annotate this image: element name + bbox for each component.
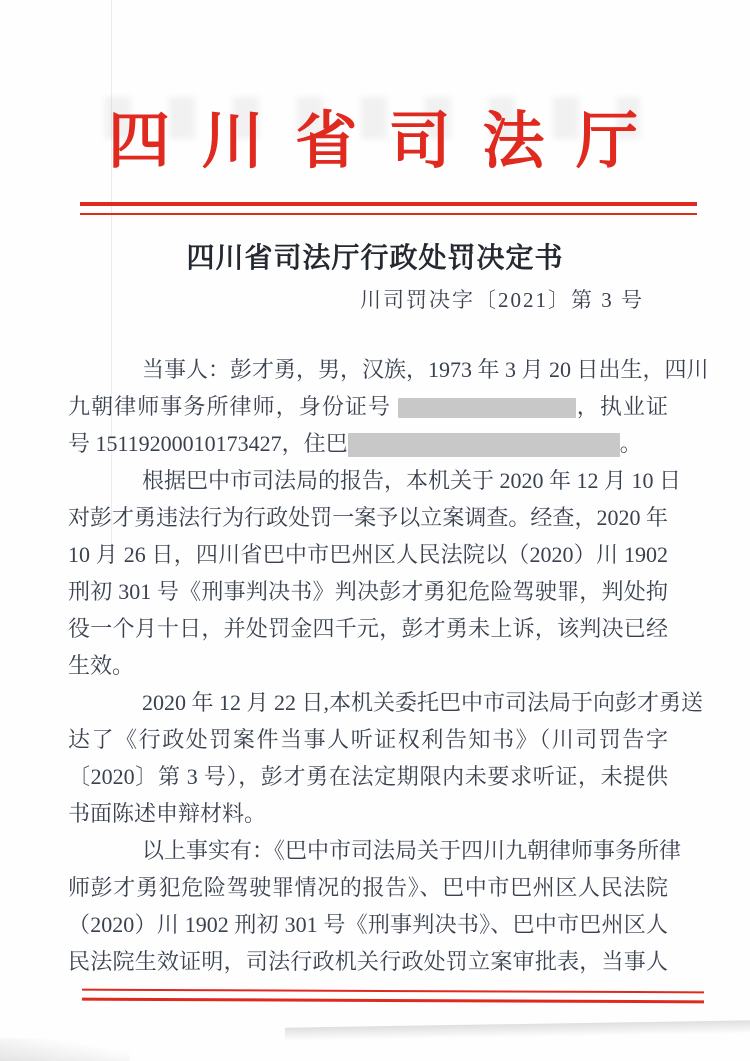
body-line-text: ，执业证 bbox=[575, 394, 668, 419]
body-line: 刑初 301 号《刑事判决书》判决彭才勇犯危险驾驶罪，判处拘 bbox=[68, 579, 668, 604]
body-line: 对彭才勇违法行为行政处罚一案予以立案调查。经查，2020 年 bbox=[68, 505, 668, 530]
letterhead-char: 厅 bbox=[575, 108, 638, 176]
body-line-text: 。 bbox=[619, 431, 642, 456]
body-line-text: 九朝律师事务所律师，身份证号 bbox=[68, 394, 398, 419]
letterhead-agency-title bbox=[108, 102, 638, 182]
body-line: （2020）川 1902 刑初 301 号《刑事判决书》、巴中市巴州区人 bbox=[68, 912, 668, 937]
body-line: 达了《行政处罚案件当事人听证权利告知书》（川司罚告字 bbox=[68, 727, 668, 752]
document-title: 四川省司法厅行政处罚决定书 bbox=[186, 243, 564, 274]
letterhead-char: 法 bbox=[482, 108, 545, 176]
body-line: 役一个月十日，并处罚金四千元，彭才勇未上诉，该判决已经 bbox=[68, 616, 668, 641]
letterhead-divider-line bbox=[80, 202, 697, 215]
body-line: 当事人：彭才勇，男，汉族，1973 年 3 月 20 日出生，四川 bbox=[142, 357, 709, 382]
letterhead-char: 川 bbox=[201, 108, 264, 176]
scan-corner-shadow bbox=[0, 1038, 130, 1061]
redaction-box bbox=[398, 398, 576, 418]
body-line: 根据巴中市司法局的报告，本机关于 2020 年 12 月 10 日 bbox=[142, 468, 682, 493]
document-body bbox=[68, 351, 709, 980]
letterhead-char: 司 bbox=[388, 108, 451, 176]
footer-divider-line bbox=[82, 989, 704, 1004]
body-line: 〔2020〕第 3 号），彭才勇在法定期限内未要求听证，未提供 bbox=[68, 764, 668, 789]
redaction-box bbox=[348, 433, 620, 457]
body-line-text: 号 15119200010173427，住巴 bbox=[68, 431, 348, 456]
body-line: 民法院生效证明，司法行政机关行政处罚立案审批表，当事人 bbox=[68, 949, 668, 974]
body-line: 师彭才勇犯危险驾驶罪情况的报告》、巴中市巴州区人民法院 bbox=[68, 875, 668, 900]
body-line bbox=[68, 388, 668, 425]
body-line: 10 月 26 日，四川省巴中市巴州区人民法院以（2020）川 1902 bbox=[68, 542, 668, 567]
scan-shadow-artifact bbox=[285, 1020, 750, 1040]
letterhead-char: 四 bbox=[108, 108, 171, 176]
document-number: 川司罚决字〔2021〕第 3 号 bbox=[360, 288, 644, 312]
body-line: 生效。 bbox=[68, 653, 135, 678]
body-line bbox=[68, 425, 668, 462]
body-line: 以上事实有：《巴中市司法局关于四川九朝律师事务所律 bbox=[142, 838, 682, 863]
letterhead-char: 省 bbox=[295, 108, 358, 176]
body-line: 书面陈述申辩材料。 bbox=[68, 801, 267, 826]
body-line: 2020 年 12 月 22 日,本机关委托巴中市司法局于向彭才勇送 bbox=[142, 690, 704, 715]
